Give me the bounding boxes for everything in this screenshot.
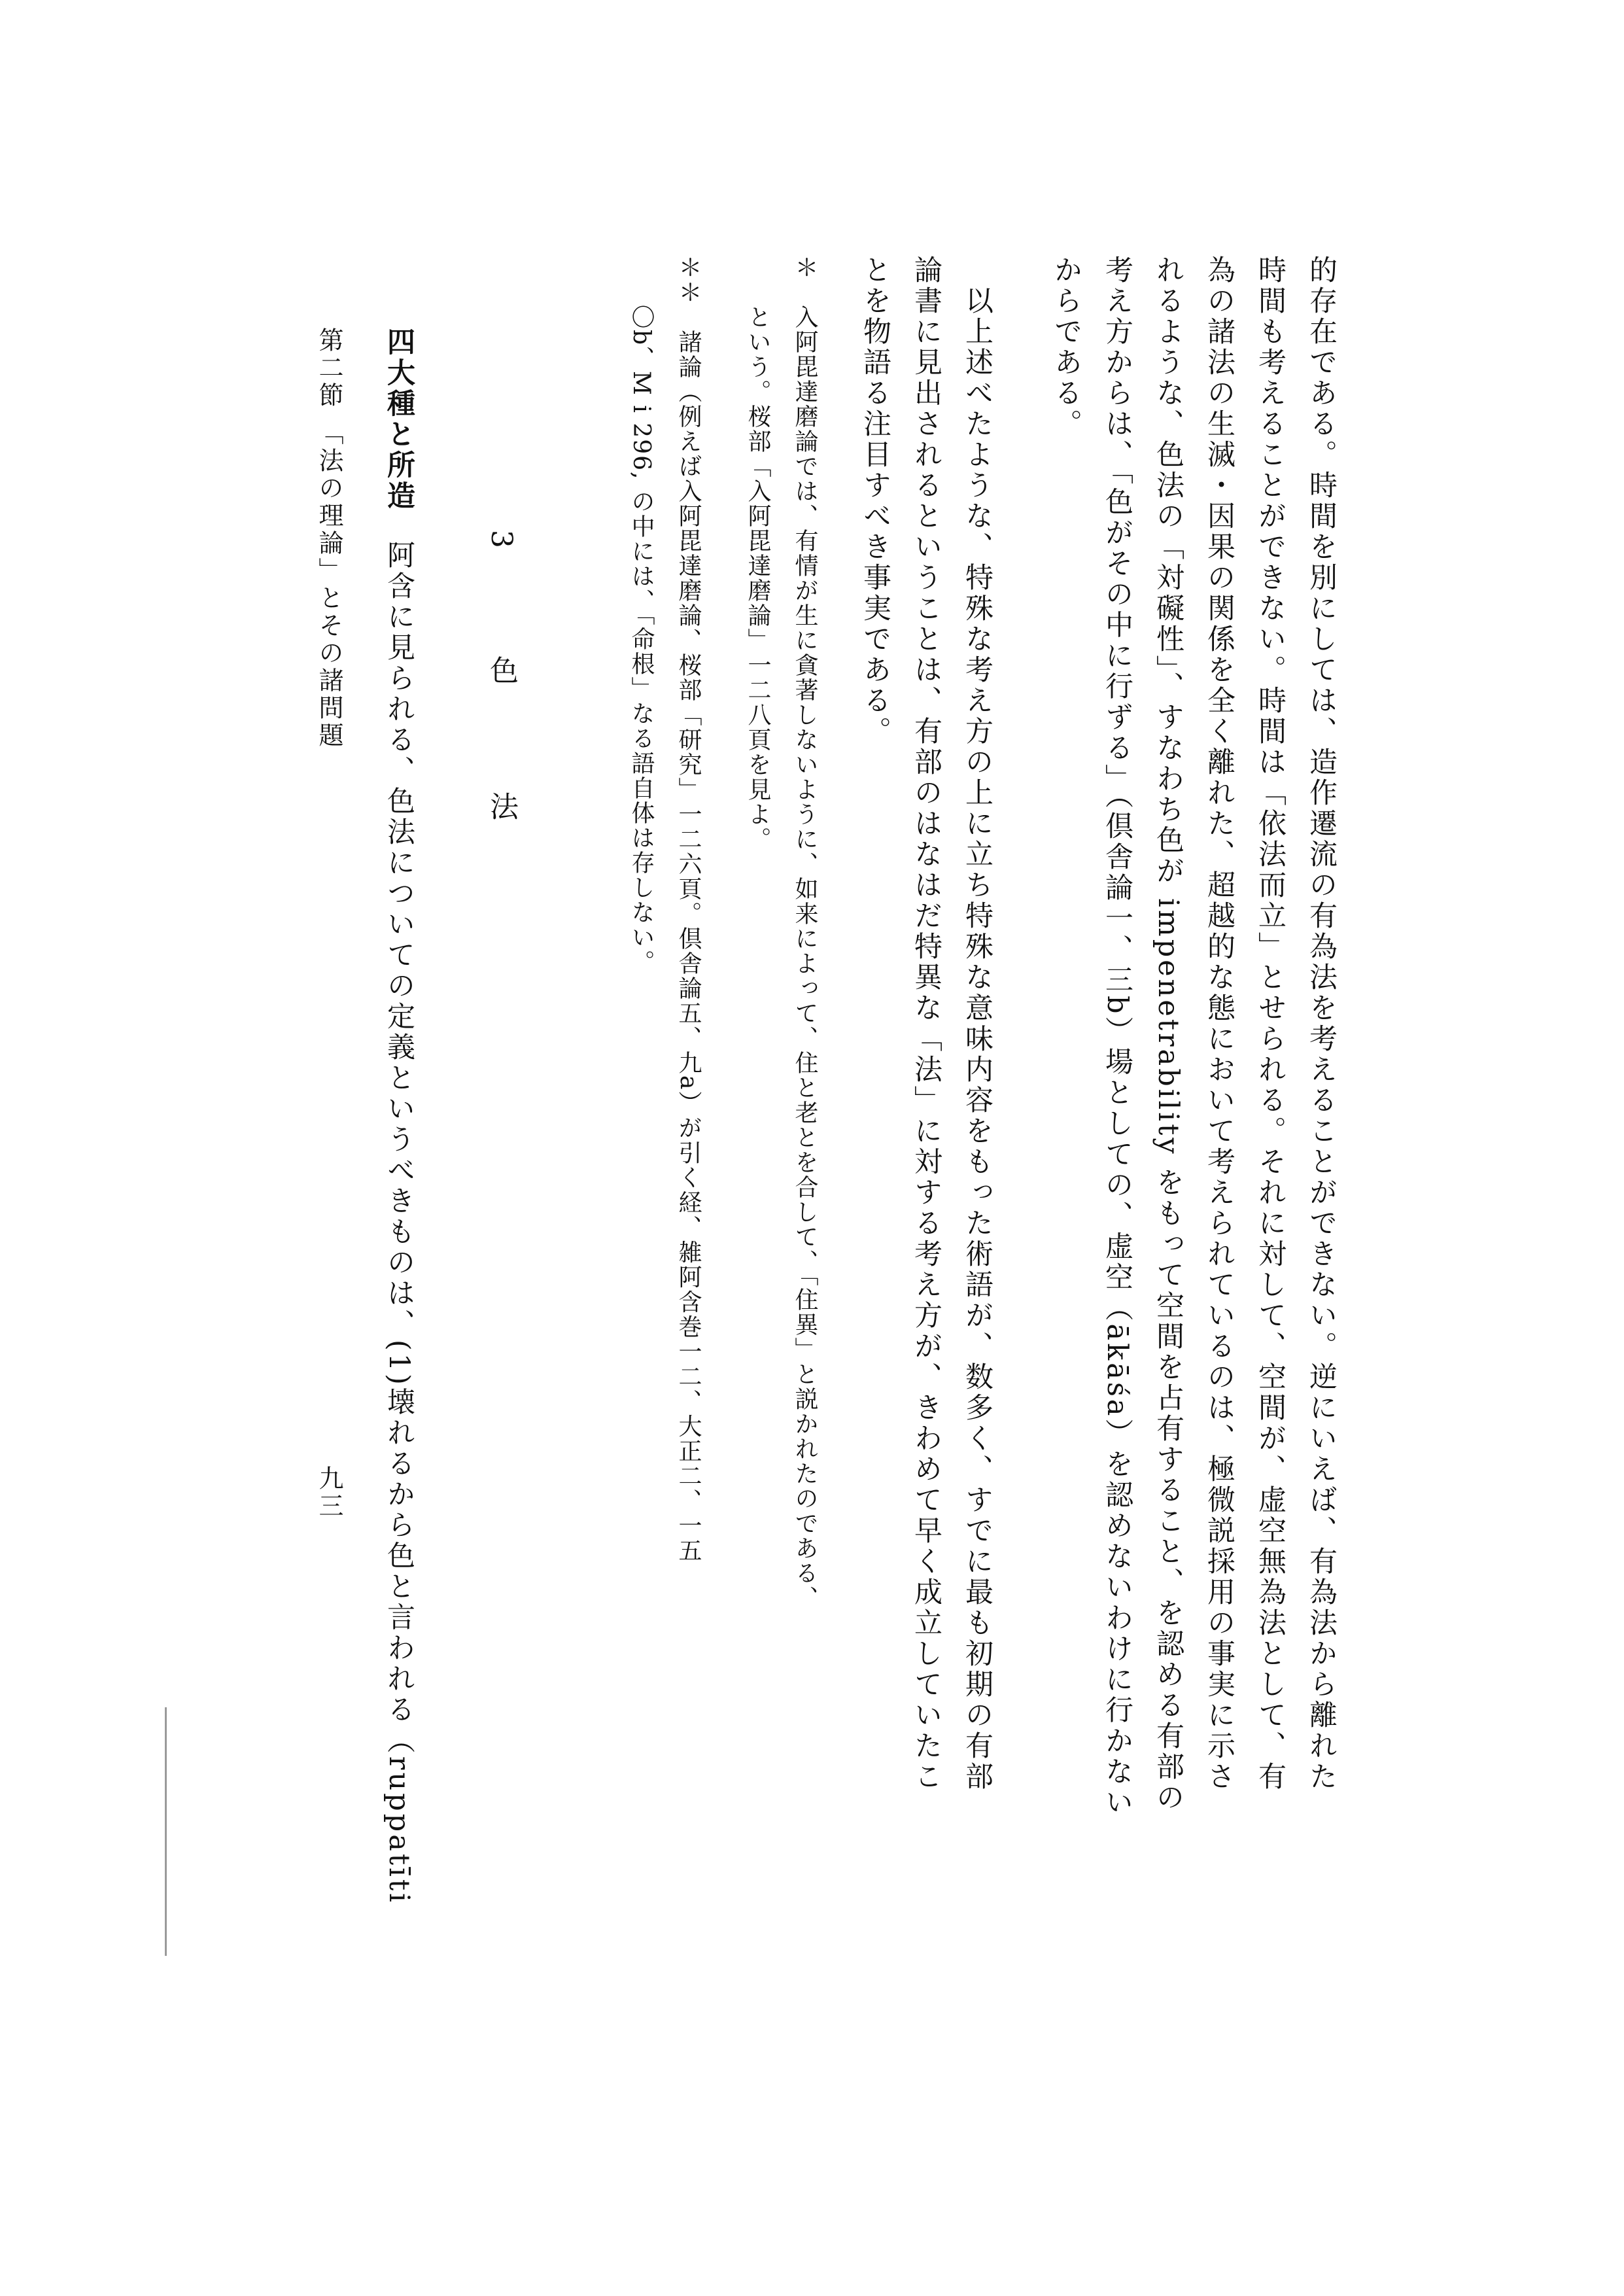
text-line: 為の諸法の生滅・因果の関係を全く離れた、超越的な態において考えられているのは、極微説採用の事実に示さ (1203, 255, 1235, 1792)
text-line: 論書に見出されるということは、有部のはなはだ特異な「法」に対する考え方が、きわめて早く成立していたこ (910, 255, 942, 1792)
text-line: 以上述べたような、特殊な考え方の上に立ち特殊な意味内容をもった術語が、数多く、すでに最も初期の有部 (961, 255, 993, 1792)
running-header: 第二節 「法の理論」とその諸問題 (315, 327, 343, 750)
text-line: 考え方からは、「色がその中に行ずる」（倶舎論一、三b）場としての、虚空（ākāśa）を認めないわけに行かない (1101, 255, 1133, 1818)
subsection-line (385, 327, 413, 1905)
footnote-line: ＊ 入阿毘達磨論では、有情が生に貪著しないように、如来によって、住と老とを合して、「住異」と説かれたのである、 (791, 255, 818, 1610)
text-line: 時間も考えることができない。時間は「依法而立」とせられる。それに対して、空間が、虚空無為法として、有 (1254, 255, 1287, 1792)
footnote-line: 〇b、M i 296, の中には、「命根」なる語自体は存しない。 (628, 255, 655, 975)
text-line: からである。 (1050, 255, 1082, 440)
text-line: 的存在である。時間を別にしては、造作遷流の有為法を考えることができない。逆にいえば、有為法から離れた (1305, 255, 1338, 1792)
page-number: 九三 (315, 1465, 343, 1520)
section-heading: 3 色 法 (485, 530, 518, 860)
text-line: とを物語る注目すべき事実である。 (859, 255, 891, 747)
binding-rule (165, 1707, 167, 1956)
subsection-text: 阿含に見られる、色法についての定義というべきものは、(1)壊れるから色と言われる（ruppatīti (383, 540, 415, 1905)
text-line: れるような、色法の「対礙性」、すなわち色が impenetrability をもって空間を占有すること、を認める有部の (1152, 255, 1184, 1814)
subsection-title: 四大種と所造 (383, 327, 415, 512)
footnote-line: ＊＊ 諸論（例えば入阿毘達磨論、桜部「研究」一二六頁。倶舎論五、九a）が引く経、雑阿含巻一二、大正二、一五 (675, 255, 702, 1563)
footnote-line: という。桜部「入阿毘達磨論」一二八頁を見よ。 (744, 255, 771, 852)
